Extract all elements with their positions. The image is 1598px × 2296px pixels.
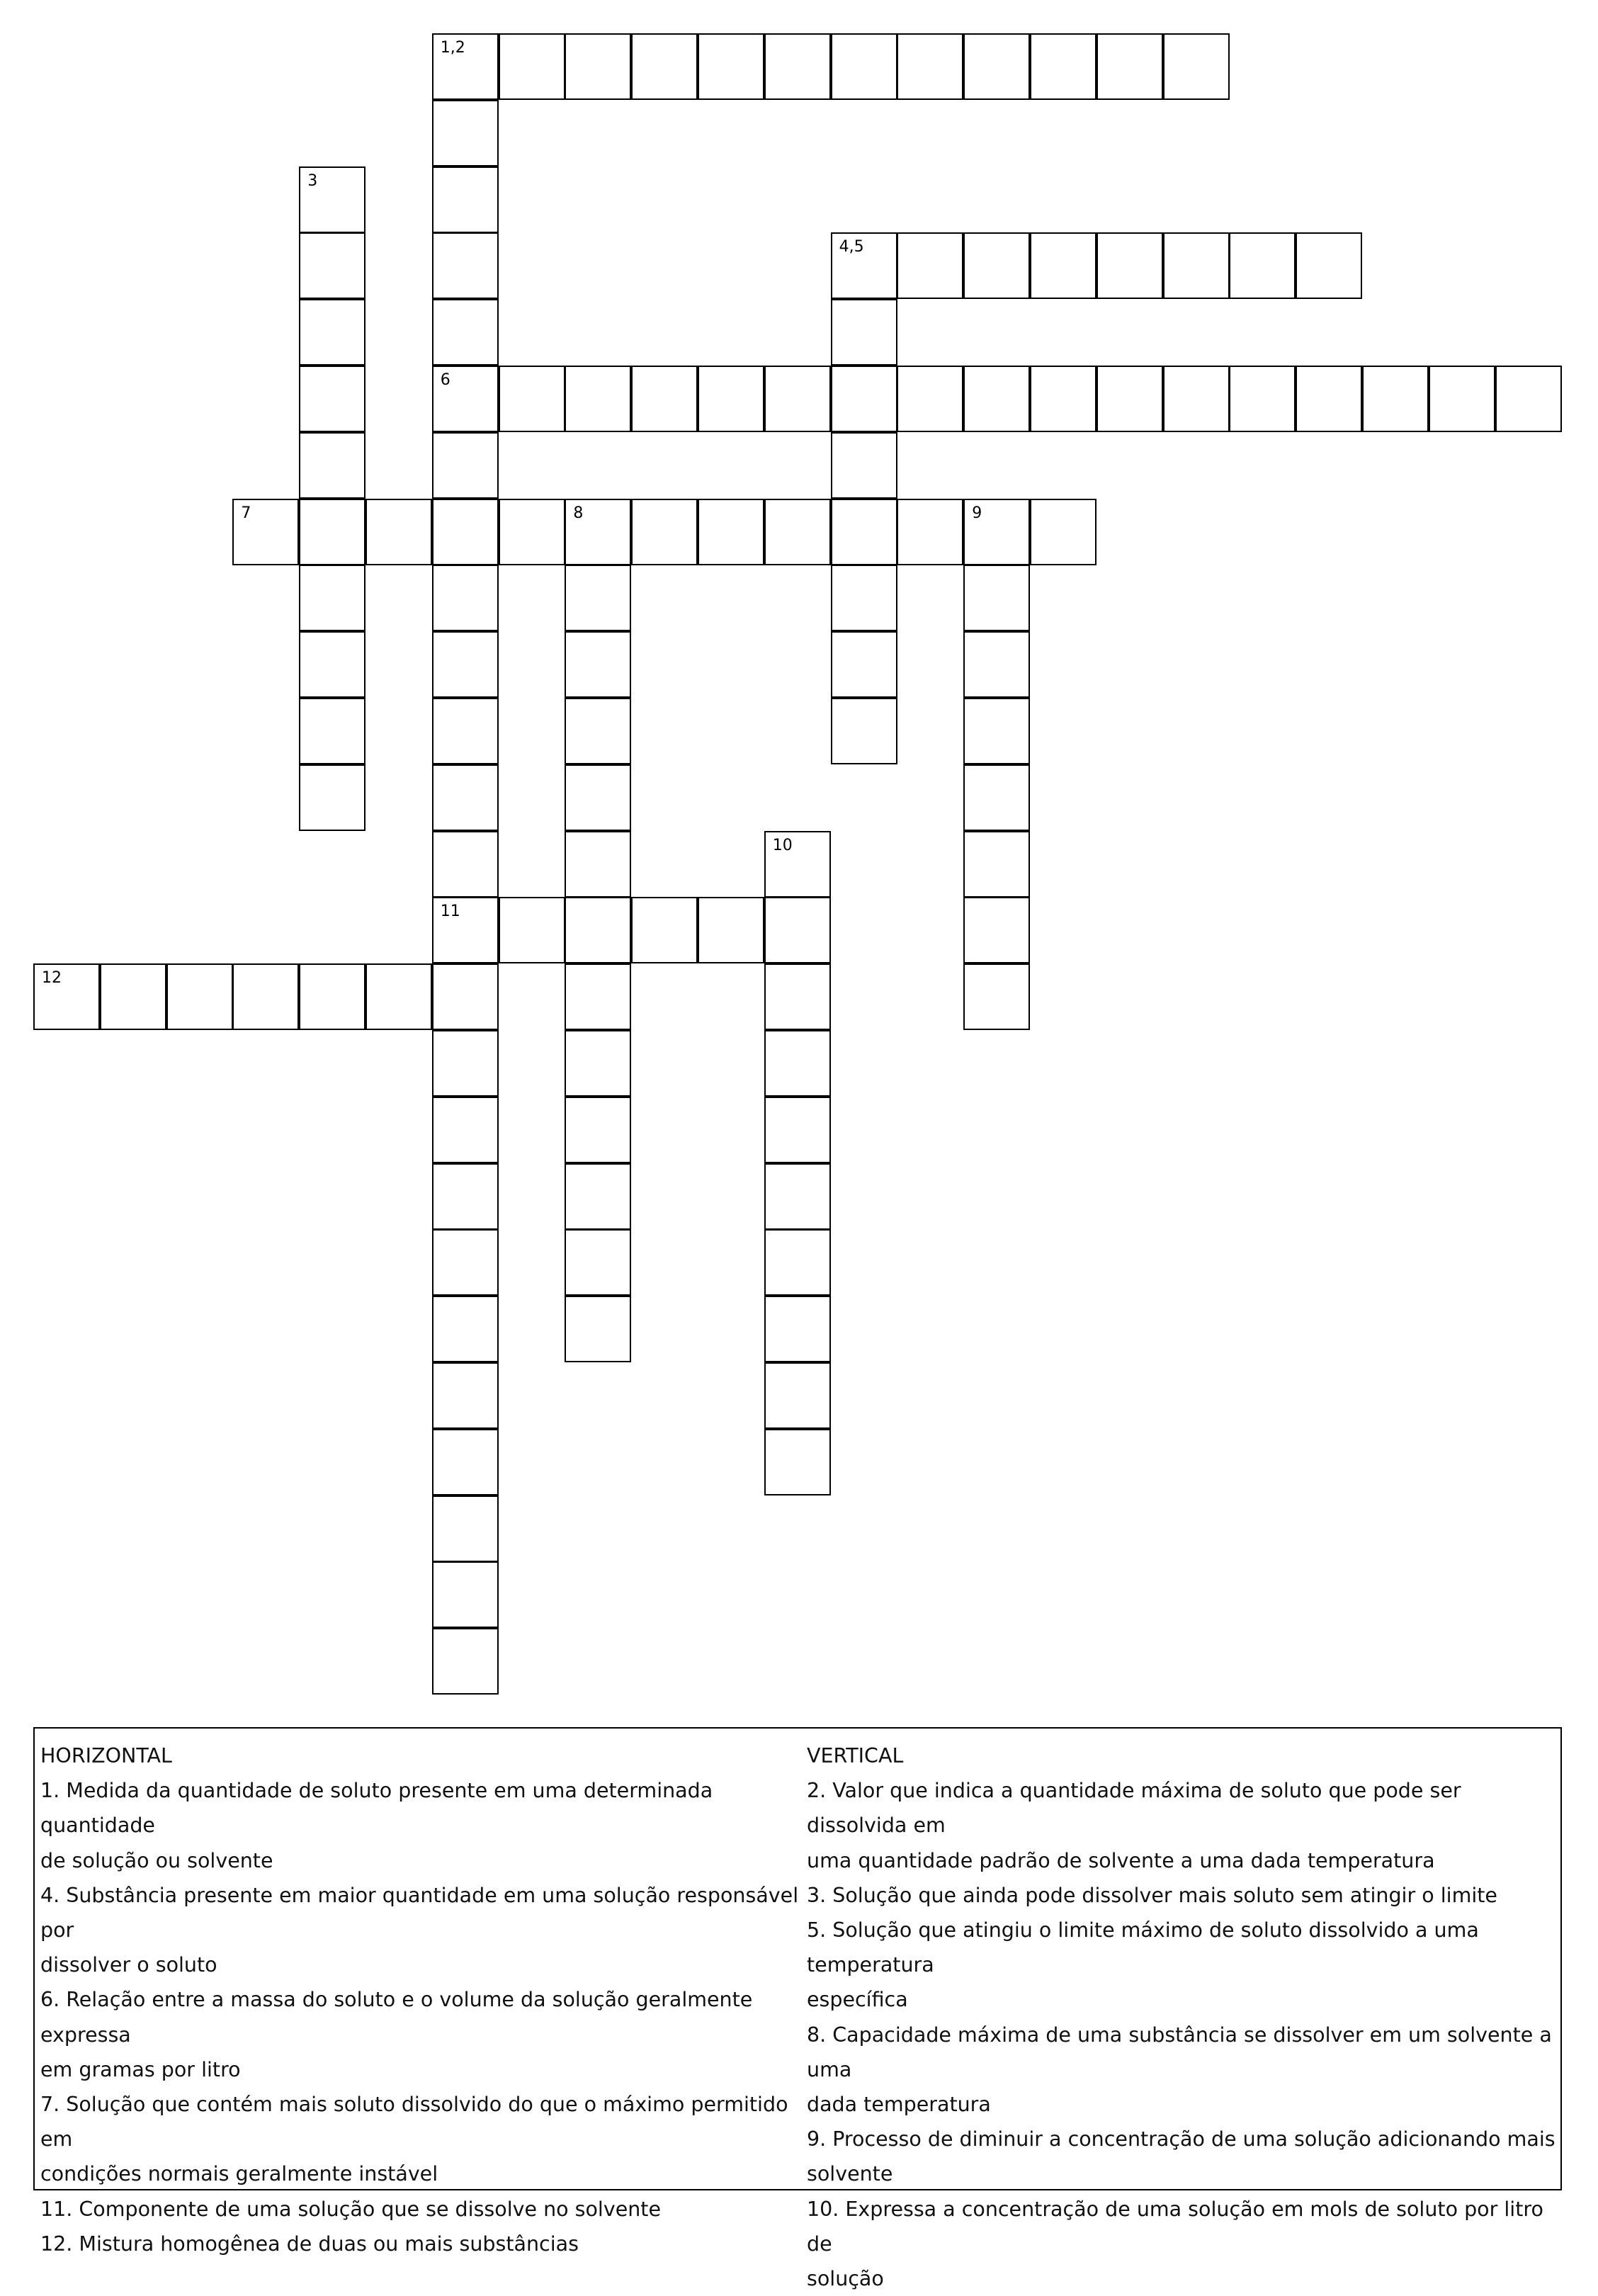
crossword-cell[interactable] [698, 499, 764, 565]
clue-line: 4. Substância presente em maior quantidade em uma solução responsável por [40, 1883, 799, 1942]
crossword-cell[interactable] [764, 1362, 831, 1429]
clue-line: de solução ou solvente [40, 1848, 273, 1872]
crossword-cell[interactable] [1429, 366, 1495, 432]
clue-line: em gramas por litro [40, 2057, 241, 2081]
crossword-cell[interactable] [963, 897, 1030, 963]
crossword-cell[interactable] [897, 499, 963, 565]
crossword-cell[interactable] [1030, 366, 1096, 432]
clue-line: 12. Mistura homogênea de duas ou mais substâncias [40, 2232, 579, 2256]
crossword-cell[interactable] [166, 963, 233, 1030]
clue-line: 3. Solução que ainda pode dissolver mais soluto sem atingir o limite [807, 1883, 1497, 1907]
crossword-cell[interactable] [963, 831, 1030, 898]
crossword-cell[interactable] [764, 1429, 831, 1495]
crossword-cell[interactable] [764, 1229, 831, 1296]
crossword-cell[interactable] [1096, 33, 1163, 100]
clue-number: 3 [307, 171, 318, 190]
clue-line: 8. Capacidade máxima de uma substância se dissolver em um solvente a uma [807, 2023, 1552, 2081]
crossword-cell[interactable] [565, 1163, 631, 1230]
crossword-cell[interactable] [299, 366, 366, 432]
crossword-cell[interactable] [1296, 232, 1362, 299]
crossword-cell[interactable] [565, 499, 631, 565]
crossword-cell[interactable] [1096, 366, 1163, 432]
clue-line: solvente [807, 2162, 893, 2186]
crossword-cell[interactable] [764, 1296, 831, 1362]
crossword-cell[interactable] [432, 764, 499, 831]
crossword-cell[interactable] [432, 1163, 499, 1230]
crossword-cell[interactable] [232, 963, 299, 1030]
crossword-cell[interactable] [432, 33, 499, 100]
crossword-cell[interactable] [1229, 366, 1296, 432]
crossword-cell[interactable] [366, 963, 432, 1030]
crossword-cell[interactable] [432, 1495, 499, 1562]
crossword-cell[interactable] [565, 897, 631, 963]
vertical-heading: VERTICAL [807, 1744, 904, 1768]
crossword-cell[interactable] [963, 698, 1030, 764]
clue-number: 8 [573, 504, 584, 522]
crossword-cell[interactable] [764, 366, 831, 432]
crossword-cell[interactable] [897, 33, 963, 100]
crossword-cell[interactable] [963, 366, 1030, 432]
crossword-cell[interactable] [432, 299, 499, 366]
crossword-cell[interactable] [432, 1296, 499, 1362]
clue-number: 7 [241, 504, 251, 522]
clue-line: 11. Componente de uma solução que se dissolve no solvente [40, 2197, 662, 2221]
clue-line: 7. Solução que contém mais soluto dissolvido do que o máximo permitido em [40, 2093, 788, 2151]
crossword-cell[interactable] [499, 499, 565, 565]
crossword-cell[interactable] [764, 499, 831, 565]
clue-number: 11 [440, 903, 460, 921]
crossword-cell[interactable] [565, 764, 631, 831]
crossword-cell[interactable] [432, 366, 499, 432]
crossword-cell[interactable] [432, 631, 499, 698]
crossword-cell[interactable] [1229, 232, 1296, 299]
crossword-cell[interactable] [432, 432, 499, 499]
crossword-cell[interactable] [499, 33, 565, 100]
crossword-cell[interactable] [831, 499, 897, 565]
crossword-cell[interactable] [299, 432, 366, 499]
crossword-cell[interactable] [963, 232, 1030, 299]
clues-panel [33, 1727, 1562, 2291]
crossword-cell[interactable] [499, 366, 565, 432]
crossword-cell[interactable] [764, 897, 831, 963]
crossword-cell[interactable] [963, 33, 1030, 100]
crossword-cell[interactable] [299, 166, 366, 233]
clue-line: solução [807, 2267, 884, 2291]
clue-number: 1,2 [440, 39, 465, 57]
crossword-cell[interactable] [432, 698, 499, 764]
horizontal-clues [40, 1738, 812, 2261]
crossword-cell[interactable] [764, 33, 831, 100]
crossword-cell[interactable] [432, 1362, 499, 1429]
crossword-cell[interactable] [33, 963, 100, 1030]
crossword-cell[interactable] [432, 499, 499, 565]
crossword-cell[interactable] [831, 366, 897, 432]
crossword-cell[interactable] [831, 698, 897, 764]
crossword-cell[interactable] [1163, 33, 1230, 100]
crossword-cell[interactable] [432, 166, 499, 233]
clue-line: 6. Relação entre a massa do soluto e o volume da solução geralmente expressa [40, 1988, 753, 2047]
crossword-cell[interactable] [963, 963, 1030, 1030]
crossword-cell[interactable] [631, 366, 698, 432]
crossword-cell[interactable] [1030, 232, 1096, 299]
crossword-cell[interactable] [1495, 366, 1562, 432]
crossword-cell[interactable] [963, 499, 1030, 565]
crossword-cell[interactable] [764, 963, 831, 1030]
crossword-cell[interactable] [565, 1229, 631, 1296]
clue-number: 4,5 [839, 238, 864, 256]
crossword-cell[interactable] [698, 33, 764, 100]
crossword-cell[interactable] [831, 565, 897, 631]
crossword-cell[interactable] [1030, 33, 1096, 100]
clue-line: 1. Medida da quantidade de soluto presente em uma determinada quantidade [40, 1779, 713, 1838]
crossword-cell[interactable] [299, 631, 366, 698]
crossword-cell[interactable] [565, 963, 631, 1030]
crossword-cell[interactable] [897, 366, 963, 432]
crossword-cell[interactable] [698, 897, 764, 963]
vertical-clues [807, 1738, 1558, 2296]
crossword-cell[interactable] [299, 299, 366, 366]
crossword-cell[interactable] [299, 698, 366, 764]
crossword-cell[interactable] [432, 100, 499, 166]
horizontal-heading: HORIZONTAL [40, 1744, 172, 1768]
crossword-cell[interactable] [565, 366, 631, 432]
crossword-cell[interactable] [764, 831, 831, 898]
crossword-cell[interactable] [565, 565, 631, 631]
crossword-cell[interactable] [565, 1030, 631, 1097]
crossword-cell[interactable] [897, 232, 963, 299]
crossword-cell[interactable] [432, 1429, 499, 1495]
crossword-cell[interactable] [432, 1097, 499, 1163]
crossword-cell[interactable] [831, 33, 897, 100]
clue-number: 9 [972, 504, 982, 522]
clue-line: 5. Solução que atingiu o limite máximo de soluto dissolvido a uma temperatura [807, 1918, 1479, 1977]
crossword-cell[interactable] [831, 299, 897, 366]
crossword-cell[interactable] [1163, 232, 1230, 299]
clue-number: 10 [772, 836, 793, 854]
crossword-cell[interactable] [764, 1030, 831, 1097]
crossword-cell[interactable] [299, 764, 366, 831]
crossword-cell[interactable] [299, 565, 366, 631]
clue-line: 10. Expressa a concentração de uma solução em mols de soluto por litro de [807, 2197, 1543, 2256]
crossword-cell[interactable] [963, 631, 1030, 698]
crossword-cell[interactable] [764, 1097, 831, 1163]
crossword-cell[interactable] [499, 897, 565, 963]
crossword-cell[interactable] [831, 232, 897, 299]
crossword-cell[interactable] [432, 1030, 499, 1097]
crossword-cell[interactable] [831, 631, 897, 698]
clue-number: 12 [42, 969, 62, 988]
crossword-cell[interactable] [963, 565, 1030, 631]
clue-line: uma quantidade padrão de solvente a uma dada temperatura [807, 1848, 1435, 1872]
clue-line: 9. Processo de diminuir a concentração de uma solução adicionando mais [807, 2127, 1556, 2151]
crossword-cell[interactable] [432, 831, 499, 898]
crossword-cell[interactable] [565, 698, 631, 764]
crossword-cell[interactable] [100, 963, 166, 1030]
crossword-cell[interactable] [565, 831, 631, 898]
crossword-cell[interactable] [565, 1097, 631, 1163]
crossword-cell[interactable] [432, 963, 499, 1030]
crossword-cell[interactable] [299, 963, 366, 1030]
crossword-cell[interactable] [631, 499, 698, 565]
crossword-cell[interactable] [299, 499, 366, 565]
crossword-cell[interactable] [1096, 232, 1163, 299]
crossword-cell[interactable] [1362, 366, 1429, 432]
crossword-cell[interactable] [565, 1296, 631, 1362]
clue-line: 2. Valor que indica a quantidade máxima de soluto que pode ser dissolvida em [807, 1779, 1461, 1838]
crossword-cell[interactable] [631, 33, 698, 100]
crossword-cell[interactable] [831, 432, 897, 499]
crossword-cell[interactable] [432, 232, 499, 299]
crossword-cell[interactable] [565, 33, 631, 100]
crossword-cell[interactable] [366, 499, 432, 565]
crossword-cell[interactable] [631, 897, 698, 963]
crossword-cell[interactable] [232, 499, 299, 565]
clue-line: condições normais geralmente instável [40, 2162, 438, 2186]
clue-number: 6 [440, 371, 450, 389]
crossword-cell[interactable] [565, 631, 631, 698]
crossword-cell[interactable] [1030, 499, 1096, 565]
crossword-cell[interactable] [1296, 366, 1362, 432]
clue-line: específica [807, 1988, 908, 2012]
crossword-cell[interactable] [432, 565, 499, 631]
crossword-cell[interactable] [1163, 366, 1230, 432]
crossword-cell[interactable] [963, 764, 1030, 831]
crossword-cell[interactable] [432, 1628, 499, 1695]
crossword-cell[interactable] [299, 232, 366, 299]
crossword-cell[interactable] [432, 1561, 499, 1628]
clue-line: dada temperatura [807, 2093, 991, 2117]
crossword-cell[interactable] [764, 1163, 831, 1230]
crossword-cell[interactable] [698, 366, 764, 432]
crossword-cell[interactable] [432, 1229, 499, 1296]
clue-line: dissolver o soluto [40, 1953, 217, 1977]
crossword-cell[interactable] [432, 897, 499, 963]
